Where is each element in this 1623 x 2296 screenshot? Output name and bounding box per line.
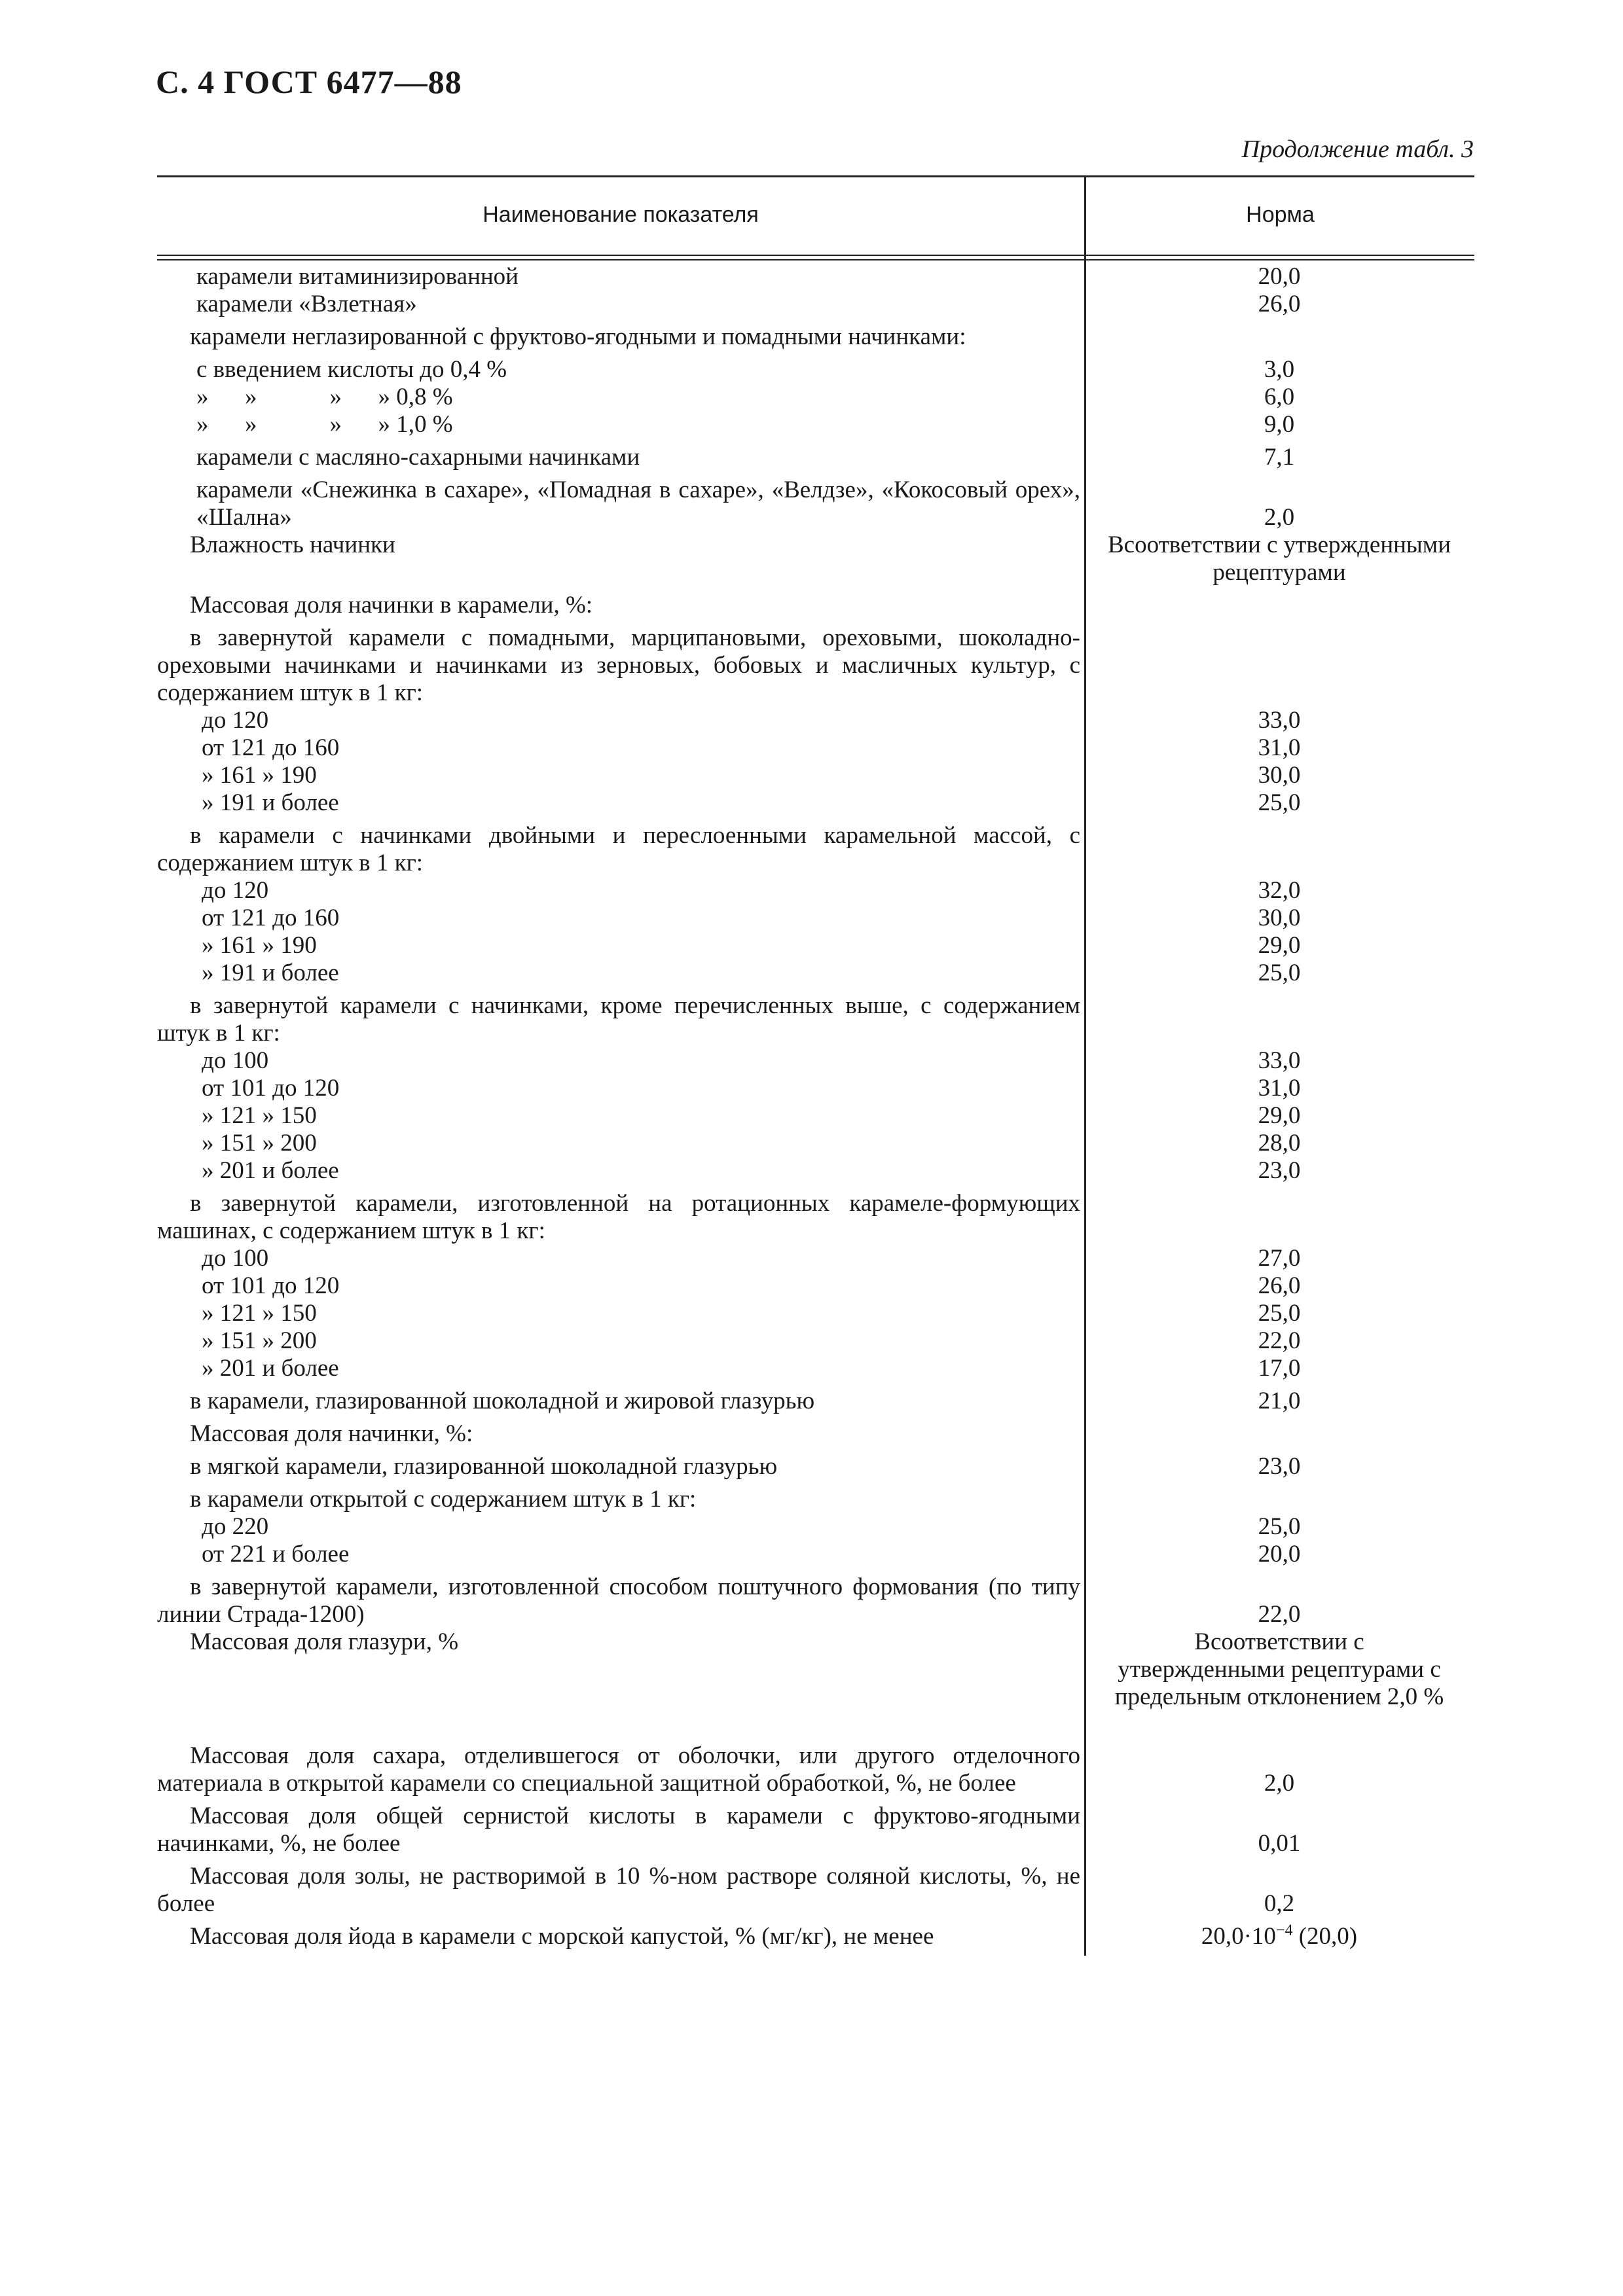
table-row [0,905,1623,932]
norm-cell: 2,0 [1264,504,1295,531]
table-row [0,932,1623,960]
table-row [0,1300,1623,1327]
norm-cell: 31,0 [1258,734,1301,761]
table-row [0,1742,1623,1797]
norm-cell: 25,0 [1258,1513,1301,1540]
table-row [0,1047,1623,1075]
norm-cell: 32,0 [1258,877,1301,904]
table-row [0,1388,1623,1415]
norm-cell [1084,624,1474,707]
indicator-cell: » » » » 0,8 % [196,384,453,410]
norm-cell [1084,822,1474,877]
table-row [0,1453,1623,1480]
indicator-cell: » 121 » 150 [202,1300,317,1327]
indicator-cell: » 201 и более [202,1355,339,1382]
indicator-cell: карамели витаминизированной [196,263,519,290]
indicator-cell: » 191 и более [202,789,339,816]
indicator-cell: от 101 до 120 [202,1272,340,1299]
table-body [0,263,1623,1950]
norm-cell: 3,0 [1264,356,1295,383]
indicator-cell: карамели «Взлетная» [196,291,417,317]
norm-cell [1084,1190,1474,1245]
table-row [0,1803,1623,1857]
table-row [0,1541,1623,1568]
table-row [0,1923,1623,1950]
norm-cell: 23,0 [1258,1453,1301,1480]
table-row [0,1513,1623,1541]
table-row [0,384,1623,411]
norm-cell: 0,2 [1264,1890,1295,1917]
norm-cell: 30,0 [1258,762,1301,789]
norm-cell [1084,1420,1474,1448]
table-row [0,1190,1623,1245]
table-row [0,356,1623,384]
indicator-cell: Массовая доля начинки в карамели, %: [190,592,593,619]
indicator-cell: в завернутой карамели с помадными, марципановыми, ореховыми, шоколадно-ореховыми начинками и начинками из зерновых, бобовых и масличных культур, с содержанием штук в 1 кг: [157,624,1080,706]
norm-cell: 7,1 [1264,444,1295,471]
table-row [0,444,1623,471]
indicator-cell: до 100 [202,1245,269,1272]
table-row [0,1272,1623,1300]
norm-cell: 30,0 [1258,905,1301,931]
norm-cell: Всоответствии с утвержденными рецептурами с предельным отклонением 2,0 % [1114,1628,1444,1710]
table-row [0,624,1623,707]
indicator-cell: Массовая доля общей сернистой кислоты в карамели с фруктово-ягодными начинками, %, не более [157,1803,1080,1857]
norm-cell: 26,0 [1258,291,1301,317]
norm-cell [1084,992,1474,1047]
norm-cell: 28,0 [1258,1130,1301,1157]
norm-cell: 29,0 [1258,932,1301,959]
table-row [0,789,1623,817]
indicator-cell: от 121 до 160 [202,734,340,761]
norm-cell: 6,0 [1264,384,1295,410]
header-double-rule [157,255,1474,260]
indicator-cell: до 120 [202,877,269,904]
norm-mgkg: (20,0) [1292,1923,1358,1950]
table-row [0,1327,1623,1355]
norm-cell: 22,0 [1258,1601,1301,1628]
indicator-cell: до 120 [202,707,269,734]
table-row [0,291,1623,318]
table-row [0,707,1623,734]
indicator-cell: в завернутой карамели, изготовленной способом поштучного формования (по типу линии Страда-1200) [157,1573,1080,1628]
page-header: С. 4 ГОСТ 6477—88 [156,63,462,100]
table-row [0,476,1623,531]
norm-cell [1084,592,1474,619]
table-row [0,531,1623,586]
indicator-cell: Массовая доля золы, не растворимой в 10 %-ном растворе соляной кислоты, %, не более [157,1863,1080,1917]
indicator-cell: в мягкой карамели, глазированной шоколадной глазурью [190,1453,778,1480]
indicator-cell: карамели неглазированной с фруктово-ягодными и помадными начинками: [190,323,966,350]
indicator-cell: » 121 » 150 [202,1102,317,1129]
norm-exponent: −4 [1275,1922,1293,1939]
norm-cell: 22,0 [1258,1327,1301,1354]
table-row [0,1573,1623,1628]
table-row [0,1355,1623,1382]
norm-cell: 25,0 [1258,1300,1301,1327]
table-row [0,877,1623,905]
table-row [0,323,1623,351]
norm-cell: 25,0 [1258,789,1301,816]
indicator-cell: » 201 и более [202,1157,339,1184]
indicator-cell: в завернутой карамели с начинками, кроме перечисленных выше, с содержанием штук в 1 кг: [157,992,1080,1047]
indicator-cell: Массовая доля глазури, % [190,1628,459,1655]
indicator-cell: от 121 до 160 [202,905,340,931]
norm-mantissa: 20,0·10 [1201,1923,1276,1950]
table-row [0,1628,1623,1737]
indicator-cell: в карамели с начинками двойными и переслоенными карамельной массой, с содержанием штук в 1 кг: [157,822,1080,876]
table-continuation-label: Продолжение табл. 3 [1241,135,1474,163]
indicator-cell: » 151 » 200 [202,1130,317,1157]
table-row [0,1420,1623,1448]
indicator-cell: Массовая доля сахара, отделившегося от оболочки, или другого отделочного материала в открытой карамели со специальной защитной обработкой, %, не более [157,1742,1080,1797]
norm-cell: 26,0 [1258,1272,1301,1299]
indicator-cell: до 220 [202,1513,269,1540]
indicator-cell: в завернутой карамели, изготовленной на ротационных карамеле-формующих машинах, с содержанием штук в 1 кг: [157,1190,1080,1244]
indicator-cell: в карамели открытой с содержанием штук в 1 кг: [190,1486,697,1513]
table-row [0,1130,1623,1157]
indicator-cell: карамели с масляно-сахарными начинками [196,444,640,471]
indicator-cell: » 151 » 200 [202,1327,317,1354]
table-row [0,762,1623,789]
norm-cell: 27,0 [1258,1245,1301,1272]
norm-cell [1084,1486,1474,1513]
norm-cell: Всоответствии с утвержденными рецептурами [1108,531,1451,586]
indicator-cell: » 191 и более [202,960,339,986]
norm-cell: 33,0 [1258,1047,1301,1074]
indicator-cell: » 161 » 190 [202,762,317,789]
indicator-cell: в карамели, глазированной шоколадной и жировой глазурью [190,1388,815,1414]
norm-cell: 2,0 [1264,1770,1295,1797]
indicator-cell: Массовая доля начинки, %: [190,1420,473,1447]
indicator-cell: до 100 [202,1047,269,1074]
indicator-cell: от 101 до 120 [202,1075,340,1102]
indicator-cell: карамели «Снежинка в сахаре», «Помадная в сахаре», «Велдзе», «Кокосовый орех», «Шална» [196,476,1080,531]
indicator-cell: Влажность начинки [190,531,395,558]
table-row [0,1245,1623,1272]
norm-cell: 31,0 [1258,1075,1301,1102]
column-header-indicator: Наименование показателя [483,202,759,227]
table-row [0,822,1623,877]
norm-cell: 25,0 [1258,960,1301,986]
norm-cell: 29,0 [1258,1102,1301,1129]
table-row [0,1157,1623,1185]
norm-cell: 17,0 [1258,1355,1301,1382]
indicator-cell: » » » » 1,0 % [196,411,453,438]
table-row [0,411,1623,439]
norm-cell: 9,0 [1264,411,1295,438]
table-row [0,1486,1623,1513]
indicator-cell: от 221 и более [202,1541,350,1568]
table-row [0,1075,1623,1102]
indicator-cell: » 161 » 190 [202,932,317,959]
table-row [0,734,1623,762]
table-row [0,992,1623,1047]
table-row [0,960,1623,987]
table-row [0,592,1623,619]
table-row [0,263,1623,291]
norm-cell: 20,0 [1258,263,1301,290]
norm-cell [1084,1923,1474,1950]
indicator-cell: Массовая доля йода в карамели с морской капустой, % (мг/кг), не менее [190,1923,934,1950]
norm-cell: 33,0 [1258,707,1301,734]
norm-cell [1084,323,1474,351]
table-row [0,1102,1623,1130]
indicator-cell: с введением кислоты до 0,4 % [196,356,507,383]
norm-cell: 21,0 [1258,1388,1301,1414]
table-row [0,1863,1623,1918]
column-header-norm: Норма [1246,202,1315,227]
norm-cell: 20,0 [1258,1541,1301,1568]
norm-cell: 23,0 [1258,1157,1301,1184]
norm-cell: 0,01 [1258,1830,1301,1857]
norm-value [1084,1923,1474,1950]
